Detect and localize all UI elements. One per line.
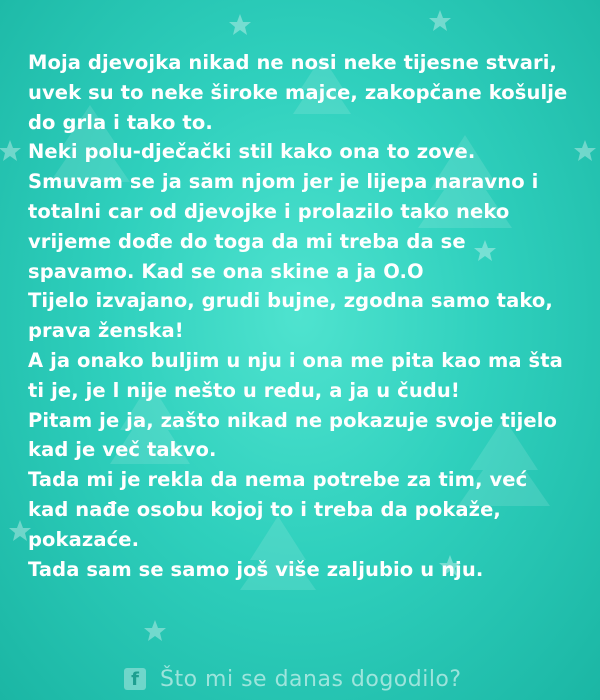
story-line: totalni car od djevojke i prolazilo tako neko bbox=[28, 199, 510, 223]
story-line: ti je, je l nije nešto u redu, a ja u čudu! bbox=[28, 378, 460, 402]
story-line: kad nađe osobu kojoj to i treba da pokaže, bbox=[28, 497, 501, 521]
story-line: Tada mi je rekla da nema potrebe za tim, već bbox=[28, 468, 528, 492]
story-line: uvek su to neke široke majce, zakopčane košulje bbox=[28, 80, 568, 104]
story-line: Smuvam se ja sam njom jer je lijepa naravno i bbox=[28, 170, 539, 194]
story-line: Moja djevojka nikad ne nosi neke tijesne stvari, bbox=[28, 51, 557, 74]
story-line: pokazaće. bbox=[28, 527, 140, 551]
story-line: Tijelo izvajano, grudi bujne, zgodna samo tako, bbox=[28, 289, 553, 313]
story-line: Neki polu-dječački stil kako ona to zove. bbox=[28, 140, 476, 164]
story-line: A ja onako buljim u nju i ona me pita kao ma šta bbox=[28, 348, 563, 372]
story-line: kad je več takvo. bbox=[28, 438, 217, 462]
story-line: vrijeme dođe do toga da mi treba da se bbox=[28, 229, 466, 253]
story-line: do grla i tako to. bbox=[28, 110, 213, 134]
story-line: prava ženska! bbox=[28, 319, 184, 343]
footer-watermark-text: Što mi se danas dogodilo? bbox=[160, 666, 462, 692]
facebook-icon: f bbox=[124, 668, 146, 690]
story-line: Tada sam se samo još više zaljubio u nju. bbox=[28, 557, 484, 581]
story-text bbox=[28, 48, 580, 584]
footer-watermark bbox=[124, 664, 462, 694]
story-line: Pitam je ja, zašto nikad ne pokazuje svoje tijelo bbox=[28, 408, 557, 432]
story-line: spavamo. Kad se ona skine a ja O.O bbox=[28, 259, 424, 283]
